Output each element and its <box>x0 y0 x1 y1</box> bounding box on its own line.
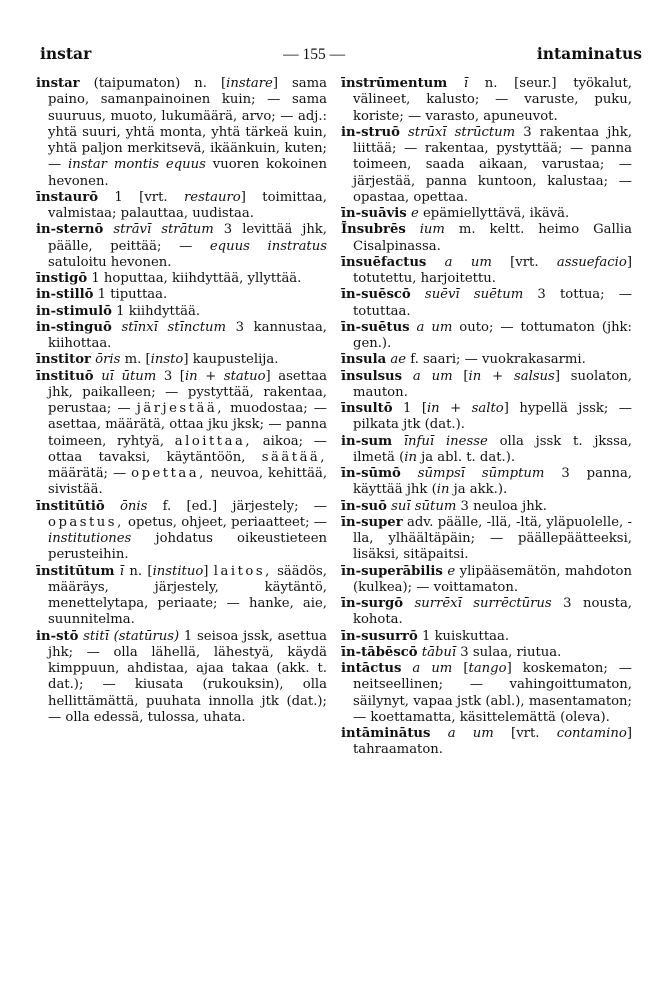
headword: īn-suō <box>341 498 387 514</box>
dictionary-entry <box>341 206 632 222</box>
dictionary-entry <box>36 352 327 368</box>
italic-form: instar montis equus <box>68 157 206 173</box>
headword: in-stimulō <box>36 303 112 319</box>
definition-text: 3 rakentaa jhk, liittää; — rakentaa, pystyttää; — panna toimeen, saada aikaan, varustaa; — järjestää, panna kuntoon, kalustaa; — opastaa, opettaa. <box>353 124 632 205</box>
headword: īn-suētus <box>341 319 410 335</box>
dictionary-entry <box>341 352 632 368</box>
headword: intāctus <box>341 661 402 676</box>
definition-text: m. keltt. heimo Gallia Cisalpinassa. <box>353 222 632 254</box>
italic-form: in + salto <box>426 401 504 416</box>
italic-form: tābuī <box>421 644 457 660</box>
dictionary-entry <box>36 76 327 190</box>
definition-text: [ <box>452 368 469 384</box>
page-header <box>36 44 644 64</box>
italic-form: ōnis <box>119 498 148 514</box>
dictionary-entry <box>341 629 632 645</box>
headword: in-stillō <box>36 287 94 303</box>
definition-text <box>403 596 414 611</box>
headword: īnstrūmentum <box>341 76 448 91</box>
italic-form: surrēxī surrēctūrus <box>414 596 552 611</box>
dictionary-entry <box>341 76 632 125</box>
headword: in-sternō <box>36 222 104 238</box>
definition-text <box>426 255 444 270</box>
page-number: — 155 — <box>283 46 346 63</box>
headword: īn-superābilis <box>341 563 443 579</box>
dictionary-entry <box>36 304 327 320</box>
italic-form: uī ūtum <box>101 368 157 384</box>
dictionary-entry <box>341 222 632 255</box>
italic-form: īnfuī inesse <box>403 433 488 449</box>
headword: īn-susurrō <box>341 628 418 644</box>
definition-text: 3 sulaa, riutua. <box>456 644 562 660</box>
headword: īn-surgō <box>341 596 404 611</box>
definition-text: ] sama paino, samanpainoinen kuin; — sama suuruus, muoto, lukumäärä, arvo; — adj.: yhtä suuri, yhtä monta, yhtä tärkeä kuin, yhtä paljon merkitsevä, ikäänkuin, kuten; — <box>48 76 327 173</box>
headword: īnsulsus <box>341 368 403 384</box>
italic-form: in + salsus <box>468 368 555 384</box>
headword: īn-suēscō <box>341 287 411 303</box>
italic-form: insto <box>150 352 184 368</box>
italic-form: ae <box>390 352 407 368</box>
italic-form: a um <box>447 726 494 741</box>
definition-text <box>430 726 447 741</box>
definition-text: 1 kuiskuttaa. <box>417 628 510 644</box>
italic-form: in <box>404 449 417 465</box>
definition-text: [vrt. <box>493 726 557 741</box>
definition-text: ylipääsemätön, mahdoton (kulkea); — voittamaton. <box>353 563 632 595</box>
italic-form: institutiones <box>48 531 132 546</box>
italic-form: e <box>410 206 419 221</box>
definition-text: f. [ed.] järjestely; — <box>147 498 327 514</box>
spaced-emphasis: opettaa, <box>131 466 206 481</box>
definition-text: ] suolaton, mauton. <box>353 368 632 400</box>
definition-text <box>406 222 420 237</box>
dictionary-entry <box>36 287 327 303</box>
spaced-emphasis: aloittaa, <box>174 433 253 449</box>
definition-text: olla jssk t. jkssa, ilmetä ( <box>353 433 632 465</box>
headword: īn-super <box>341 514 403 530</box>
dictionary-entry <box>341 661 632 726</box>
dictionary-entry <box>341 466 632 499</box>
definition-text <box>447 76 464 91</box>
definition-text: 3 nousta, kohota. <box>353 596 632 628</box>
headword: in-stinguō <box>36 319 112 335</box>
definition-text: ] totutettu, harjoitettu. <box>353 254 632 286</box>
headword: īnstitor <box>36 352 91 368</box>
dictionary-entry <box>36 190 327 223</box>
spaced-emphasis: opastus, <box>48 514 124 530</box>
definition-text <box>401 466 418 481</box>
definition-text: 1 tiputtaa. <box>93 287 168 303</box>
definition-text: n. [ <box>124 563 153 579</box>
italic-form: strūxī strūctum <box>408 124 516 140</box>
dictionary-entry <box>341 434 632 467</box>
dictionary-entry <box>341 499 632 515</box>
headword: in-sum <box>341 433 393 449</box>
headword: īnsuēfactus <box>341 254 427 270</box>
spaced-emphasis: laitos, <box>213 563 272 579</box>
italic-form: strāvī strātum <box>113 222 214 238</box>
dictionary-entry <box>341 255 632 288</box>
left-guide-word: instar <box>40 44 92 63</box>
definition-text: ] asettaa jhk, paikalleen; — pystyttää, rakentaa, perustaa; — <box>48 368 327 416</box>
definition-text: 3 panna, käyttää jhk ( <box>353 466 632 498</box>
spaced-emphasis: säätää, <box>261 449 327 465</box>
definition-text <box>410 320 417 335</box>
dictionary-entry <box>36 222 327 271</box>
definition-text: 3 neuloa jhk. <box>456 498 547 514</box>
headword: īnstitūtum <box>36 563 115 579</box>
definition-text <box>402 369 413 384</box>
definition-text: neuvoa, kehittää, sivistää. <box>48 466 328 498</box>
italic-form: a um <box>412 661 453 676</box>
definition-text: ] toimittaa, valmistaa; palauttaa, uudistaa. <box>48 189 327 221</box>
definition-text <box>400 125 408 140</box>
italic-form: restauro <box>183 189 241 205</box>
definition-text: 1 [ <box>392 401 427 416</box>
italic-form: assuefacio <box>556 254 627 270</box>
definition-text <box>103 222 113 237</box>
definition-text: ja akk.). <box>449 482 508 498</box>
italic-form: ium <box>419 222 445 238</box>
headword: īnsultō <box>341 401 393 416</box>
dictionary-entry <box>341 369 632 402</box>
italic-form: a um <box>444 254 492 270</box>
italic-form: stitī (statūrus) <box>83 628 180 644</box>
definition-text: 1 kiihdyttää. <box>111 303 201 319</box>
italic-form: stīnxī stīnctum <box>121 319 226 335</box>
headword: īn-suāvis <box>341 206 407 221</box>
italic-form: ī <box>463 76 469 91</box>
dictionary-entry <box>341 515 632 564</box>
italic-form: instare <box>226 76 273 91</box>
italic-form: suī sūtum <box>391 498 457 514</box>
italic-form: ōris <box>95 352 121 368</box>
headword: intāminātus <box>341 726 431 741</box>
italic-form: e <box>447 563 456 579</box>
definition-text: ] hypellä jssk; — pilkata jtk (dat.). <box>353 401 632 433</box>
definition-text: 1 seisoa jssk, asettua jhk; — olla lähellä, lähestyä, käydä kimppuun, ahdistaa, ajaa takaa (akk. t. dat.); — kiusata (rukouksin), olla hellittämättä, puuhata innolla jtk (dat.); — olla edessä, tulossa, uhata. <box>48 628 327 725</box>
headword: īnsula <box>341 352 387 368</box>
definition-text: ] <box>203 563 214 579</box>
definition-text <box>401 661 412 676</box>
definition-text <box>411 287 425 302</box>
dictionary-entry <box>36 320 327 353</box>
definition-text: ] kaupustelija. <box>183 352 279 368</box>
definition-text: outo; — tottumaton (jhk: gen.). <box>353 319 632 351</box>
definition-text: 3 [ <box>156 368 185 384</box>
dictionary-entry <box>36 499 327 564</box>
definition-text: ] tahraamaton. <box>353 726 632 758</box>
dictionary-entry <box>341 596 632 629</box>
italic-form: instituo <box>152 563 204 579</box>
definition-text: 3 kannustaa, kiihottaa. <box>48 319 327 351</box>
dictionary-entry <box>341 726 632 759</box>
definition-text <box>105 499 120 514</box>
definition-text: epämiellyttävä, ikävä. <box>418 206 570 221</box>
dictionary-entry <box>36 369 327 499</box>
definition-text <box>112 320 122 335</box>
italic-form: a um <box>416 319 453 335</box>
definition-text: muodostaa; — asettaa, määrätä, ottaa jku jksk; — panna toimeen, ryhtyä, <box>48 401 327 449</box>
definition-text: (taipumaton) n. [ <box>79 76 227 91</box>
definition-text: m. [ <box>120 352 151 368</box>
dictionary-entry <box>341 564 632 597</box>
dictionary-entry <box>341 401 632 434</box>
italic-form: tango <box>468 661 507 676</box>
definition-text: ] koskematon; — neitseellinen; — vahingoittumaton, säilynyt, vapaa jstk (abl.), masentamaton; — koettamatta, käsittelemättä (oleva). <box>353 661 632 725</box>
italic-form: suēvī suētum <box>424 287 524 303</box>
right-column <box>341 76 632 759</box>
headword: Īnsubrēs <box>341 222 406 238</box>
dictionary-entry <box>36 271 327 287</box>
definition-text: säädös, määräys, järjestely, käytäntö, menettelytapa, periaate; — hanke, aie, suunnitelma. <box>48 563 327 628</box>
italic-form: in + statuo <box>184 368 266 384</box>
headword: īn-tābēscō <box>341 644 418 660</box>
definition-text: adv. päälle, -llä, -ltä, yläpuolelle, -lla, ylhäältäpäin; — päällepäätteeksi, lisäksi, sitäpaitsi. <box>353 514 632 563</box>
dictionary-entry <box>341 320 632 353</box>
definition-text: opetus, ohjeet, periaatteet; — <box>123 514 327 530</box>
dictionary-entry <box>341 287 632 320</box>
italic-form: in <box>436 482 450 498</box>
italic-form: a um <box>412 368 453 384</box>
definition-text: 1 [vrt. <box>98 189 184 205</box>
definition-text <box>392 434 404 449</box>
definition-text: 3 tottua; — totuttaa. <box>353 287 632 319</box>
definition-text: n. [seur.] työkalut, välineet, kalusto; — varuste, puku, koriste; — varasto, apuneuvot. <box>353 76 632 124</box>
definition-text: 3 levittää jhk, päälle, peittää; — <box>48 222 327 254</box>
italic-form: contamino <box>556 726 627 741</box>
headword: īnstaurō <box>36 189 98 205</box>
dictionary-entry <box>341 645 632 661</box>
definition-text: aikoa; — ottaa tavaksi, käytäntöön, <box>48 433 327 465</box>
italic-form: equus instratus <box>209 238 327 254</box>
left-column <box>36 76 327 759</box>
headword: in-struō <box>341 124 400 140</box>
definition-text: vuoren kokoinen hevonen. <box>48 157 327 189</box>
headword: īn-sūmō <box>341 466 401 481</box>
definition-text: satuloitu hevonen. <box>48 254 172 270</box>
headword: in-stō <box>36 628 79 644</box>
headword: instar <box>36 76 80 91</box>
headword: īnstigō <box>36 271 88 286</box>
definition-text: [ <box>452 661 469 676</box>
dictionary-entry <box>36 564 327 629</box>
definition-text: johdatus oikeustieteen perusteihin. <box>48 531 327 563</box>
definition-text: 1 hoputtaa, kiihdyttää, yllyttää. <box>87 271 302 286</box>
definition-text: ja abl. t. dat.). <box>416 449 516 465</box>
definition-text: f. saari; — vuokrakasarmi. <box>406 352 586 368</box>
headword: īnstitūtiō <box>36 498 105 514</box>
spaced-emphasis: järjestää, <box>136 401 224 416</box>
dictionary-entry <box>341 125 632 206</box>
definition-text: [vrt. <box>491 254 557 270</box>
italic-form: ī <box>119 563 125 579</box>
dictionary-entry <box>36 629 327 727</box>
right-guide-word: intaminatus <box>536 44 642 63</box>
headword: īnstituō <box>36 368 94 384</box>
italic-form: sūmpsī sūmptum <box>417 466 545 481</box>
columns <box>36 76 644 759</box>
definition-text: määrätä; — <box>48 466 132 481</box>
